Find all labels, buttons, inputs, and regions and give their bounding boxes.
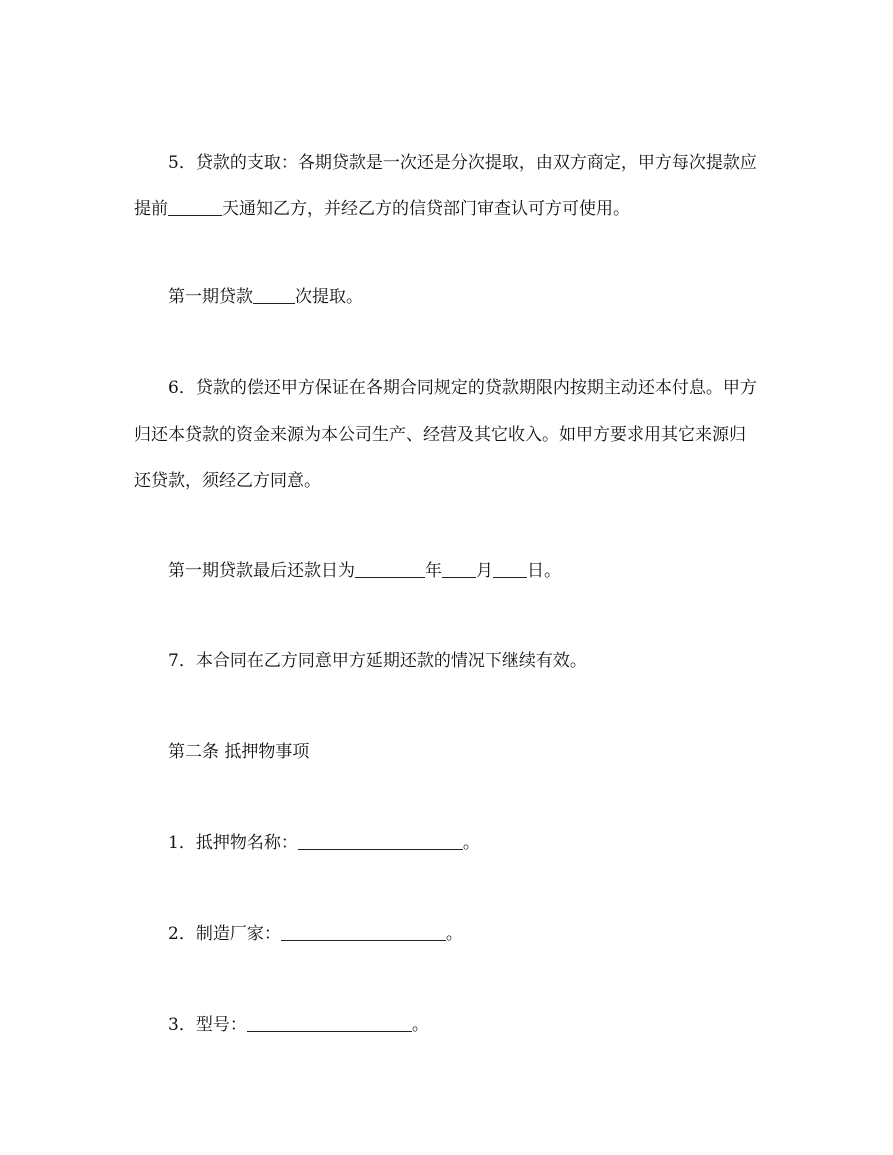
collateral-name-blank[interactable]: [298, 835, 463, 850]
manufacturer-end: 。: [445, 924, 463, 944]
model-label: 3．型号：: [168, 1015, 247, 1035]
manufacturer-line: [168, 923, 463, 945]
first-period-withdrawal-line: [168, 286, 363, 308]
manufacturer-label: 2．制造厂家：: [168, 924, 281, 944]
collateral-name-label: 1．抵押物名称：: [168, 833, 298, 853]
clause-7: 7．本合同在乙方同意甲方延期还款的情况下继续有效。: [168, 651, 587, 671]
repayment-date-line: [168, 560, 561, 582]
model-line: [168, 1014, 429, 1036]
clause-5-suffix: 天通知乙方，并经乙方的信贷部门审查认可方可使用。: [222, 199, 630, 219]
repayment-year-blank[interactable]: [355, 563, 425, 578]
month-label: 月: [476, 561, 493, 581]
repayment-prefix: 第一期贷款最后还款日为: [168, 561, 355, 581]
model-blank[interactable]: [247, 1017, 412, 1032]
year-label: 年: [425, 561, 442, 581]
collateral-name-end: 。: [462, 833, 480, 853]
notice-days-blank[interactable]: [168, 201, 222, 216]
model-end: 。: [411, 1015, 429, 1035]
first-period-prefix: 第一期贷款: [168, 287, 253, 307]
clause-6-line-3: 还贷款，须经乙方同意。: [134, 471, 321, 491]
first-period-suffix: 次提取。: [295, 287, 363, 307]
clause-5-prefix: 提前: [134, 199, 168, 219]
clause-6-line-1: 6．贷款的偿还甲方保证在各期合同规定的贷款期限内按期主动还本付息。甲方: [168, 378, 757, 398]
repayment-day-blank[interactable]: [493, 563, 527, 578]
manufacturer-blank[interactable]: [281, 926, 446, 941]
clause-5-line-1: 5．贷款的支取：各期贷款是一次还是分次提取，由双方商定，甲方每次提款应: [168, 153, 757, 173]
article-2-title: 第二条 抵押物事项: [168, 742, 310, 762]
collateral-name-line: [168, 832, 480, 854]
clause-6-line-2: 归还本贷款的资金来源为本公司生产、经营及其它收入。如甲方要求用其它来源归: [134, 425, 746, 445]
repayment-month-blank[interactable]: [442, 563, 476, 578]
clause-5-line-2: [134, 198, 630, 220]
day-label: 日。: [527, 561, 561, 581]
withdrawal-count-blank[interactable]: [253, 289, 295, 304]
